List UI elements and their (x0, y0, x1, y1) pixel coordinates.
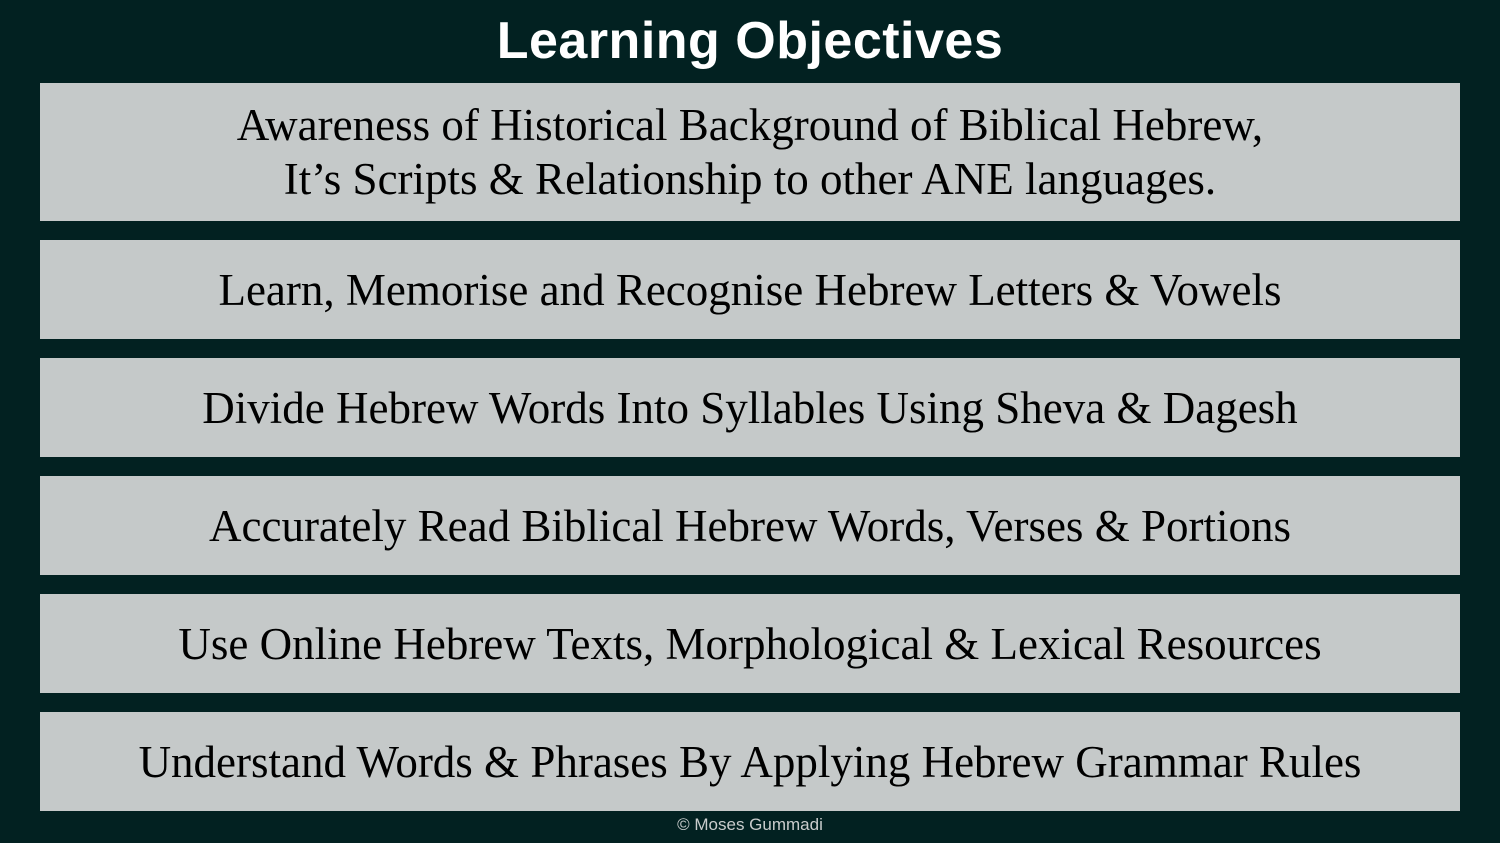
copyright-notice: © Moses Gummadi (677, 815, 823, 834)
objective-line: Accurately Read Biblical Hebrew Words, Verses & Portions (209, 500, 1291, 551)
objective-box-grammar-rules (40, 712, 1460, 811)
objective-line: Understand Words & Phrases By Applying Hebrew Grammar Rules (138, 736, 1362, 787)
objective-line: Divide Hebrew Words Into Syllables Using Sheva & Dagesh (202, 382, 1298, 433)
objective-box-historical-background (40, 83, 1460, 221)
objective-box-syllables (40, 358, 1460, 457)
slide-title: Learning Objectives (496, 12, 1004, 70)
objective-line: It’s Scripts & Relationship to other ANE languages. (283, 154, 1217, 204)
objective-box-online-resources (40, 594, 1460, 693)
objective-box-letters-vowels (40, 240, 1460, 339)
objective-box-reading (40, 476, 1460, 575)
objective-line: Awareness of Historical Background of Biblical Hebrew, (236, 100, 1264, 150)
objective-line: Learn, Memorise and Recognise Hebrew Letters & Vowels (218, 264, 1282, 315)
objective-line: Use Online Hebrew Texts, Morphological & Lexical Resources (178, 618, 1322, 669)
